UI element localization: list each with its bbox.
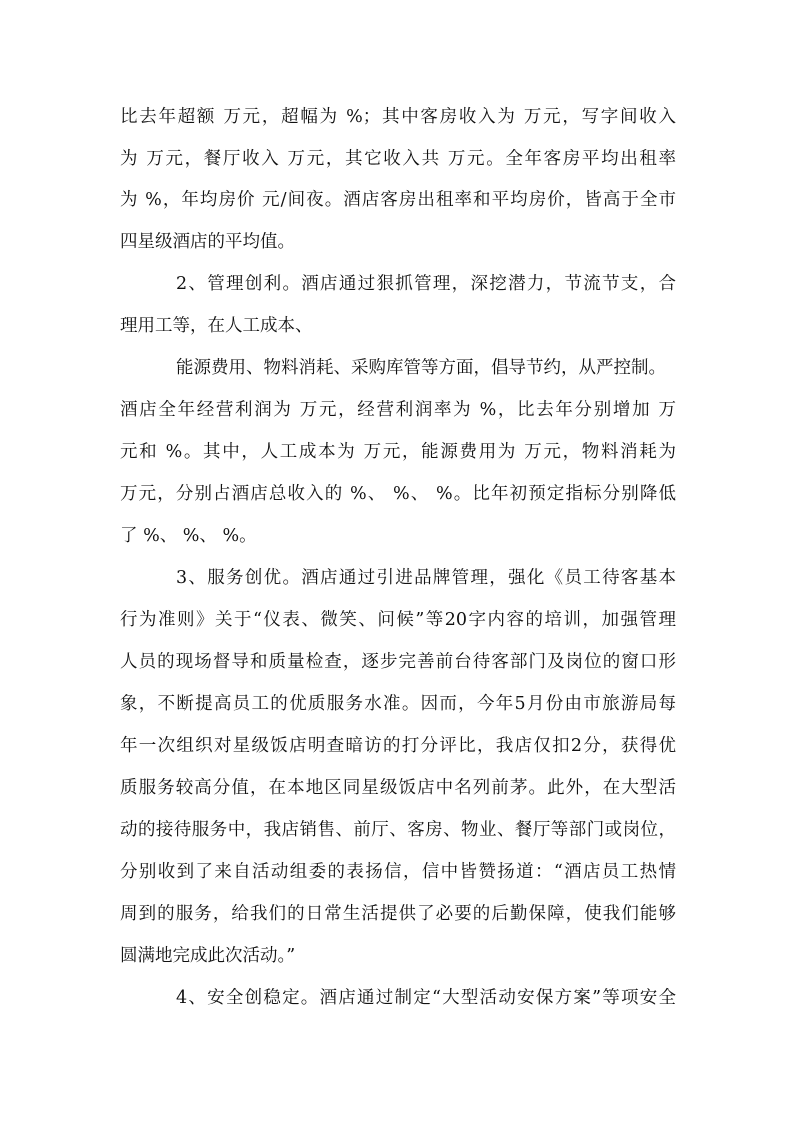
text-line: 酒店全年经营利润为 万元，经营利润率为 %，比去年分别增加 万 [120, 400, 676, 420]
text-line: 行为准则》关于“仪表、微笑、问候”等20字内容的培训，加强管理 [120, 610, 676, 630]
text-line: 周到的服务，给我们的日常生活提供了必要的后勤保障，使我们能够 [120, 904, 676, 924]
text-line: 象，不断提高员工的优质服务水准。因而，今年5月份由市旅游局每 [120, 694, 676, 714]
paragraph-heading-2: 2、管理创利。酒店通过狠抓管理，深挖潜力，节流节支，合 [176, 274, 676, 294]
text-line: 元和 %。其中，人工成本为 万元，能源费用为 万元，物料消耗为 [120, 442, 676, 462]
text-line: 动的接待服务中，我店销售、前厅、客房、物业、餐厅等部门或岗位， [120, 820, 676, 840]
text-line: 了 %、 %、 %。 [120, 526, 257, 546]
text-line: 圆满地完成此次活动。” [120, 946, 296, 966]
paragraph-heading-4: 4、安全创稳定。酒店通过制定“大型活动安保方案”等项安全 [176, 988, 676, 1008]
text-line: 年一次组织对星级饭店明查暗访的打分评比，我店仅扣2分，获得优 [120, 736, 676, 756]
text-line: 为 %，年均房价 元/间夜。酒店客房出租率和平均房价，皆高于全市 [120, 190, 676, 210]
text-line: 能源费用、物料消耗、采购库管等方面，倡导节约，从严控制。 [176, 358, 666, 378]
text-line: 万元，分别占酒店总收入的 %、 %、 %。比年初预定指标分别降低 [120, 484, 676, 504]
text-line: 人员的现场督导和质量检查，逐步完善前台待客部门及岗位的窗口形 [120, 652, 676, 672]
text-line: 为 万元，餐厅收入 万元，其它收入共 万元。全年客房平均出租率 [120, 149, 676, 169]
text-line: 比去年超额 万元，超幅为 %；其中客房收入为 万元，写字间收入 [120, 107, 676, 127]
text-line: 理用工等，在人工成本、 [120, 316, 313, 336]
text-line: 四星级酒店的平均值。 [120, 232, 295, 252]
paragraph-heading-3: 3、服务创优。酒店通过引进品牌管理，强化《员工待客基本 [176, 568, 676, 588]
text-line: 分别收到了来自活动组委的表扬信，信中皆赞扬道：“酒店员工热情 [120, 862, 676, 882]
text-line: 质服务较高分值，在本地区同星级饭店中名列前茅。此外，在大型活 [120, 778, 676, 798]
